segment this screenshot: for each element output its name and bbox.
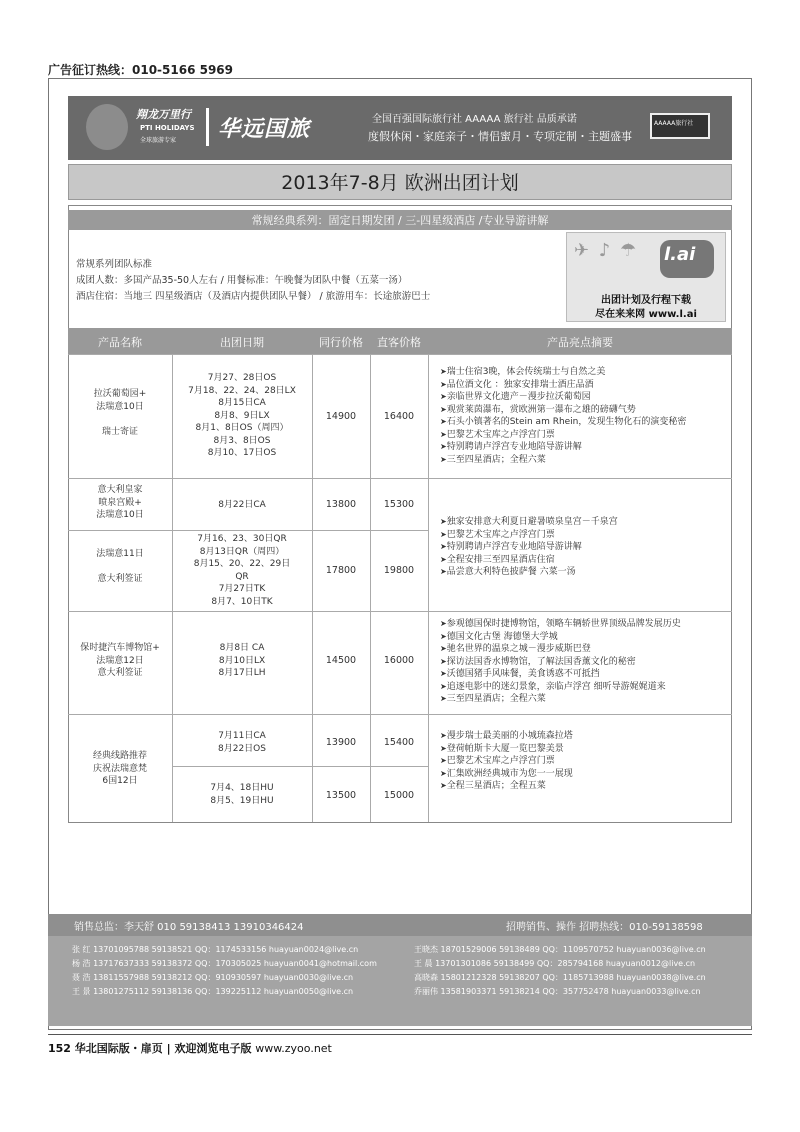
logo-en: PTI HOLIDAYS: [140, 124, 195, 132]
r5-highlights: ➤ 漫步瑞士最美丽的小城琉森拉塔 ➤ 登荷帕斯卡大厦一览巴黎美景 ➤ 巴黎艺术宝库之卢浮宫门票 ➤ 汇集欧洲经典城市为您一一展现 ➤ 全程三星酒店；全程五菜: [440, 730, 573, 793]
promo-logo-text: l.ai: [664, 244, 696, 265]
r3-product: 法瑞意11日 意大利签证: [96, 549, 144, 584]
r1-direct-price: 16400: [383, 411, 415, 422]
kangaroo-logo-icon: [86, 104, 128, 150]
row-divider: [68, 354, 732, 355]
r2-direct-price: 15300: [383, 499, 415, 510]
info-line-3: 酒店住宿：当地三 四星级酒店（及酒店内提供团队早餐） / 旅游用车：长途旅游巴士: [76, 291, 431, 302]
r5-peer-price-b: 13500: [325, 790, 357, 801]
page-footer-text: 152 华北国际版・扉页 | 欢迎浏览电子版: [48, 1042, 256, 1055]
contact-row: 张 红 13701095788 59138521 QQ：1174533156 huayuan0024@live.cn: [72, 945, 359, 954]
r2-dates: 8月22日CA: [218, 500, 266, 510]
sales-director: 销售总监：李天舒 010 59138413 13910346424: [74, 922, 304, 933]
th-direct-price: 直客价格: [377, 336, 421, 349]
th-highlights: 产品亮点摘要: [547, 336, 613, 349]
slogan-line2: 度假休闲・家庭亲子・情侣蜜月・专项定制・主题盛事: [368, 130, 632, 143]
series-title: 常规经典系列：固定日期发团 / 三-四星级酒店 /专业导游讲解: [251, 214, 549, 227]
row-divider: [172, 766, 428, 767]
r2-peer-price: 13800: [325, 499, 357, 510]
promo-line2: 尽在来来网 www.l.ai: [595, 309, 697, 320]
col-divider: [370, 354, 371, 822]
r4-dates: 8月8日 CA 8月10日LX 8月17日LH: [218, 643, 266, 678]
row-divider: [68, 714, 732, 715]
r4-highlights: ➤ 参观德国保时捷博物馆，领略车辆轿世界顶级品牌发展历史 ➤ 德国文化古堡 海德堡大学城 ➤ 驰名世界的温泉之城－漫步威斯巴登 ➤ 探访法国香水博物馆，了解法国香薰文化的秘密 ➤ 沃德国猪手风味餐，美食诱惑不可抵挡 ➤ 追逐电影中的迷幻景象，亲临卢浮宫 细听导游娓娓道来 ➤ 三至四星酒店；全程六菜: [440, 618, 681, 706]
brand-name: 华远国旅: [218, 117, 311, 142]
r3-peer-price: 17800: [325, 565, 357, 576]
contact-row: 王晓杰 18701529006 59138489 QQ：1109570752 huayuan0036@live.cn: [414, 945, 706, 954]
r1-peer-price: 14900: [325, 411, 357, 422]
page-footer: [48, 1040, 332, 1056]
badge-text: AAAAA旅行社: [654, 120, 694, 127]
info-line-2: 成团人数：多国产品35-50人左右 / 用餐标准：午晚餐为团队中餐（五菜一汤）: [76, 275, 408, 286]
r5-dates-b: 7月4、18日HU 8月5、19日HU: [210, 783, 274, 806]
col-divider: [312, 354, 313, 822]
th-peer-price: 同行价格: [319, 336, 363, 349]
info-line-1: 常规系列团队标准: [76, 259, 153, 270]
r4-direct-price: 16000: [383, 655, 415, 666]
footer-url-link[interactable]: www.zyoo.net: [255, 1042, 332, 1055]
r5-peer-price-a: 13900: [325, 737, 357, 748]
row-divider: [68, 478, 732, 479]
row-divider: [68, 530, 428, 531]
row-divider: [68, 611, 732, 612]
contact-row: 聂 浩 13811557988 59138212 QQ：910930597 huayuan0030@live.cn: [72, 973, 354, 982]
logo-divider: [206, 108, 209, 146]
promo-line1: 出团计划及行程下载: [601, 295, 691, 306]
logo-sub: 全球旅游专家: [140, 137, 177, 144]
travel-doodle-icon: ✈ ♪ ☂: [574, 240, 639, 261]
th-product: 产品名称: [98, 336, 142, 349]
contact-row: 王 景 13801275112 59138136 QQ：139225112 huayuan0050@live.cn: [72, 987, 354, 996]
recruitment: 招聘销售、操作 招聘热线：010-59138598: [506, 922, 703, 933]
page-title: 2013年7-8月 欧洲出团计划: [281, 172, 519, 194]
r1-highlights: ➤ 瑞士住宿3晚，体会传统瑞士与自然之美 ➤ 品位酒文化 ：独家安排瑞士酒庄品酒 ➤ 亲临世界文化遗产－漫步拉沃葡萄园 ➤ 观赏莱茵瀑布，赏欧洲第一瀑布之雄的磅礴气势 ➤ 石头小镇著名的Stein am Rhein，发现生物化石的演变秘密 ➤ 巴黎艺术宝库之卢浮宫门票 ➤ 特别聘请卢浮宫专业地陪导游讲解 ➤ 三至四星酒店；全程六菜: [440, 366, 686, 466]
r5-dates-a: 7月11日CA 8月22日OS: [218, 731, 266, 754]
r3-dates: 7月16、23、30日QR 8月13日QR（周四） 8月15、20、22、29日 QR 7月27日TK 8月7、10日TK: [193, 534, 291, 607]
contact-row: 高晓森 15801212328 59138207 QQ：1185713988 huayuan0038@live.cn: [414, 973, 706, 982]
r1-dates: 7月27、28日OS 7月18、22、24、28日LX 8月15日CA 8月8、9日LX 8月1、8日OS（周四） 8月3、8日OS 8月10、17日OS: [188, 373, 296, 458]
col-divider: [428, 354, 429, 822]
contact-row: 乔丽伟 13581903371 59138214 QQ：357752478 huayuan0033@live.cn: [414, 987, 701, 996]
bottom-rule: [48, 1034, 752, 1035]
ad-hotline: 广告征订热线：010-5166 5969: [48, 63, 234, 77]
contact-row: 杨 浩 13717637333 59138372 QQ：170305025 huayuan0041@hotmail.com: [72, 959, 377, 968]
r5-direct-price-b: 15000: [383, 790, 415, 801]
r3-direct-price: 19800: [383, 565, 415, 576]
th-dates: 出团日期: [220, 336, 264, 349]
r1-product: 拉沃葡萄园+ 法瑞意10日 瑞士寄证: [93, 389, 147, 437]
r23-highlights: ➤ 独家安排意大利夏日避暑喷泉皇宫－千泉宫 ➤ 巴黎艺术宝库之卢浮宫门票 ➤ 特别聘请卢浮宫专业地陪导游讲解 ➤ 全程安排三至四星酒店住宿 ➤ 品尝意大利特色披萨餐 六菜一汤: [440, 516, 618, 579]
r2-product: 意大利皇家 喷泉宫殿+ 法瑞意10日: [96, 485, 144, 520]
r4-peer-price: 14500: [325, 655, 357, 666]
slogan-line1: 全国百强国际旅行社 AAAAA 旅行社 品质承诺: [372, 114, 577, 125]
logo-cn: 翔龙万里行: [136, 108, 191, 121]
contact-row: 王 晨 13701301086 59138499 QQ：285794168 huayuan0012@live.cn: [414, 959, 696, 968]
r5-direct-price-a: 15400: [383, 737, 415, 748]
r4-product: 保时捷汽车博物馆+ 法瑞意12日 意大利签证: [80, 643, 160, 678]
r5-product: 经典线路推荐 庆祝法瑞意梵 6国12日: [92, 751, 147, 786]
